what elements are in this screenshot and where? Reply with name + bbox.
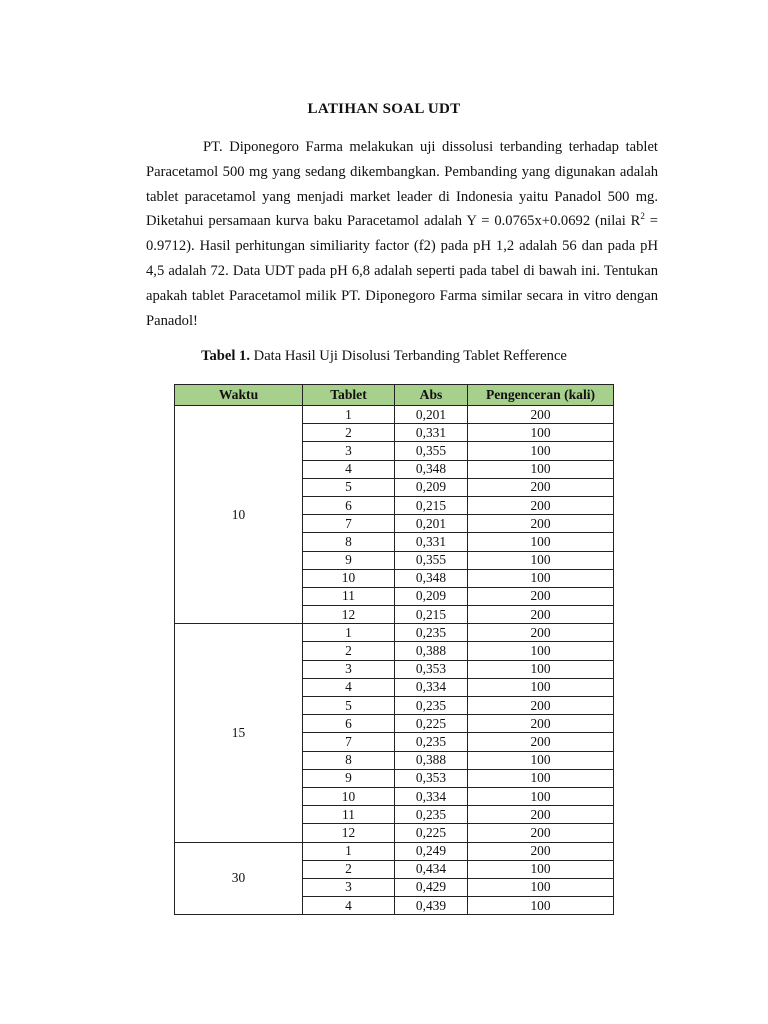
table-caption — [0, 348, 768, 365]
abs-cell: 0,334 — [395, 787, 468, 805]
tablet-cell: 5 — [303, 697, 395, 715]
table-caption-text: Data Hasil Uji Disolusi Terbanding Tablet Refference — [250, 348, 567, 364]
tablet-cell: 7 — [303, 733, 395, 751]
tablet-cell: 5 — [303, 478, 395, 496]
pengenceran-cell: 200 — [468, 496, 614, 514]
tablet-cell: 6 — [303, 496, 395, 514]
waktu-cell: 10 — [175, 406, 303, 624]
r-squared-superscript: 2 — [640, 211, 645, 222]
column-header-tablet: Tablet — [303, 385, 395, 406]
column-header-abs: Abs — [395, 385, 468, 406]
abs-cell: 0,331 — [395, 533, 468, 551]
waktu-cell: 15 — [175, 624, 303, 842]
abs-cell: 0,201 — [395, 515, 468, 533]
paragraph-part-1: PT. Diponegoro Farma melakukan uji dissolusi terbanding terhadap tablet Paracetamol 500 mg yang sedang dikembangkan. Pembanding yang digunakan adalah tablet paracetamol yang menjadi market leader di Indonesia yaitu Panadol 500 mg. Diketahui persamaan kurva baku Paracetamol adalah Y = 0.0765x+0.0692 (nilai R — [146, 139, 658, 230]
tablet-cell: 6 — [303, 715, 395, 733]
pengenceran-cell: 200 — [468, 587, 614, 605]
abs-cell: 0,209 — [395, 478, 468, 496]
abs-cell: 0,353 — [395, 660, 468, 678]
pengenceran-cell: 100 — [468, 533, 614, 551]
abs-cell: 0,235 — [395, 697, 468, 715]
pengenceran-cell: 100 — [468, 442, 614, 460]
abs-cell: 0,388 — [395, 751, 468, 769]
abs-cell: 0,355 — [395, 442, 468, 460]
pengenceran-cell: 100 — [468, 678, 614, 696]
tablet-cell: 9 — [303, 769, 395, 787]
paragraph-part-2: = 0.9712). Hasil perhitungan similiarity factor (f2) pada pH 1,2 adalah 56 dan pada pH 4,5 adalah 72. Data UDT pada pH 6,8 adalah seperti pada tabel di bawah ini. Tentukan apakah tablet Paracetamol milik PT. Diponegoro Farma similar secara in vitro dengan Panadol! — [146, 213, 658, 329]
tablet-cell: 8 — [303, 751, 395, 769]
column-header-waktu: Waktu — [175, 385, 303, 406]
abs-cell: 0,348 — [395, 460, 468, 478]
tablet-cell: 9 — [303, 551, 395, 569]
abs-cell: 0,434 — [395, 860, 468, 878]
dissolution-data-table — [174, 384, 614, 915]
column-header-pengenceran: Pengenceran (kali) — [468, 385, 614, 406]
pengenceran-cell: 100 — [468, 460, 614, 478]
table-body — [175, 406, 614, 915]
abs-cell: 0,235 — [395, 624, 468, 642]
table-row — [175, 842, 614, 860]
tablet-cell: 10 — [303, 569, 395, 587]
pengenceran-cell: 100 — [468, 642, 614, 660]
pengenceran-cell: 100 — [468, 769, 614, 787]
pengenceran-cell: 100 — [468, 551, 614, 569]
pengenceran-cell: 100 — [468, 897, 614, 915]
tablet-cell: 4 — [303, 678, 395, 696]
abs-cell: 0,235 — [395, 733, 468, 751]
pengenceran-cell: 200 — [468, 842, 614, 860]
abs-cell: 0,225 — [395, 715, 468, 733]
pengenceran-cell: 200 — [468, 606, 614, 624]
pengenceran-cell: 100 — [468, 860, 614, 878]
pengenceran-cell: 100 — [468, 787, 614, 805]
tablet-cell: 10 — [303, 787, 395, 805]
abs-cell: 0,215 — [395, 496, 468, 514]
tablet-cell: 11 — [303, 806, 395, 824]
abs-cell: 0,225 — [395, 824, 468, 842]
tablet-cell: 1 — [303, 842, 395, 860]
tablet-cell: 1 — [303, 624, 395, 642]
pengenceran-cell: 100 — [468, 660, 614, 678]
abs-cell: 0,209 — [395, 587, 468, 605]
document-title: LATIHAN SOAL UDT — [307, 101, 461, 117]
tablet-cell: 1 — [303, 406, 395, 424]
abs-cell: 0,439 — [395, 897, 468, 915]
abs-cell: 0,334 — [395, 678, 468, 696]
abs-cell: 0,331 — [395, 424, 468, 442]
pengenceran-cell: 100 — [468, 569, 614, 587]
pengenceran-cell: 100 — [468, 878, 614, 896]
abs-cell: 0,429 — [395, 878, 468, 896]
tablet-cell: 11 — [303, 587, 395, 605]
tablet-cell: 4 — [303, 460, 395, 478]
pengenceran-cell: 200 — [468, 406, 614, 424]
abs-cell: 0,388 — [395, 642, 468, 660]
problem-paragraph — [146, 135, 658, 333]
tablet-cell: 8 — [303, 533, 395, 551]
pengenceran-cell: 200 — [468, 697, 614, 715]
table-row — [175, 624, 614, 642]
abs-cell: 0,355 — [395, 551, 468, 569]
pengenceran-cell: 200 — [468, 733, 614, 751]
tablet-cell: 3 — [303, 878, 395, 896]
abs-cell: 0,249 — [395, 842, 468, 860]
tablet-cell: 4 — [303, 897, 395, 915]
tablet-cell: 2 — [303, 424, 395, 442]
pengenceran-cell: 200 — [468, 624, 614, 642]
tablet-cell: 7 — [303, 515, 395, 533]
tablet-cell: 2 — [303, 642, 395, 660]
tablet-cell: 12 — [303, 606, 395, 624]
waktu-cell: 30 — [175, 842, 303, 915]
tablet-cell: 12 — [303, 824, 395, 842]
pengenceran-cell: 200 — [468, 806, 614, 824]
table-header-row — [175, 385, 614, 406]
pengenceran-cell: 200 — [468, 478, 614, 496]
abs-cell: 0,201 — [395, 406, 468, 424]
pengenceran-cell: 100 — [468, 424, 614, 442]
table-row — [175, 406, 614, 424]
table-caption-label: Tabel 1. — [201, 348, 250, 364]
tablet-cell: 3 — [303, 442, 395, 460]
pengenceran-cell: 100 — [468, 751, 614, 769]
abs-cell: 0,353 — [395, 769, 468, 787]
tablet-cell: 3 — [303, 660, 395, 678]
pengenceran-cell: 200 — [468, 824, 614, 842]
tablet-cell: 2 — [303, 860, 395, 878]
abs-cell: 0,215 — [395, 606, 468, 624]
abs-cell: 0,348 — [395, 569, 468, 587]
pengenceran-cell: 200 — [468, 715, 614, 733]
pengenceran-cell: 200 — [468, 515, 614, 533]
abs-cell: 0,235 — [395, 806, 468, 824]
